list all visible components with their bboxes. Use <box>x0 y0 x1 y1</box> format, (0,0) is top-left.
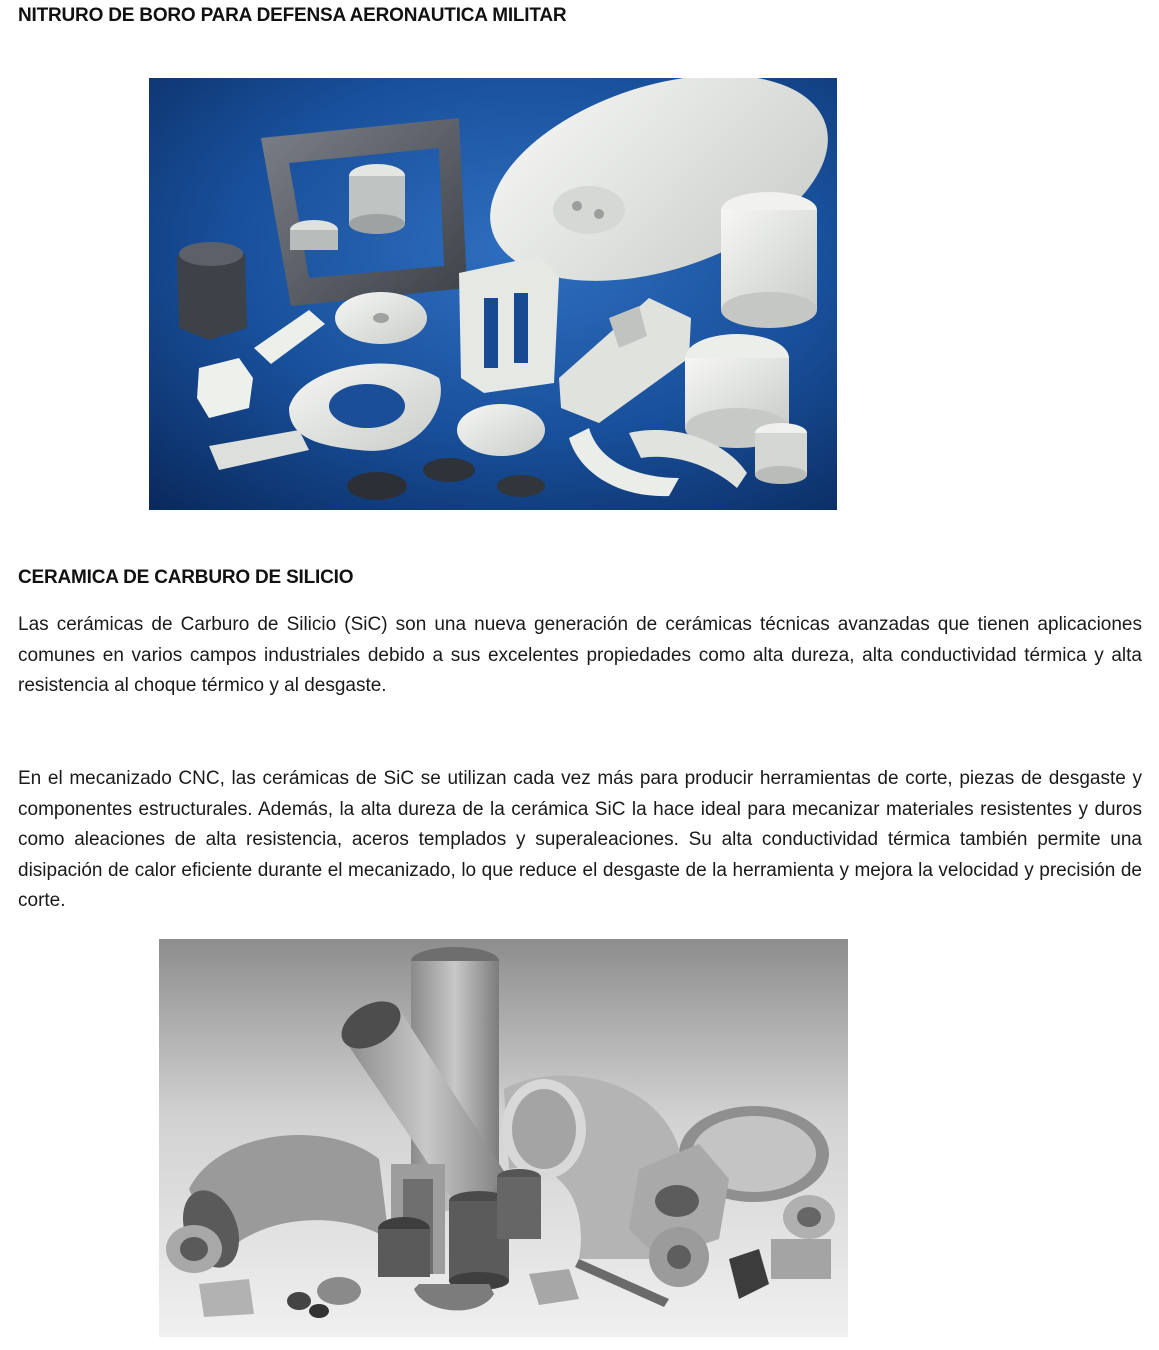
sic-cnc-paragraph: En el mecanizado CNC, las cerámicas de SiC se utilizan cada vez más para producir herramientas de corte, piezas de desgaste y componentes estructurales. Además, la alta dureza de la cerámica SiC la hace ideal para mecanizar materiales resistentes y duros como aleaciones de alta resistencia, aceros templados y superaleaciones. Su alta conductividad térmica también permite una disipación de calor eficiente durante el mecanizado, lo que reduce el desgaste de la herramienta y mejora la velocidad y precisión de corte. <box>18 768 1142 911</box>
boron-nitride-parts-illustration <box>149 78 837 510</box>
boron-nitride-parts-photo <box>149 78 837 510</box>
section-title-boron-nitride: NITRURO DE BORO PARA DEFENSA AERONAUTICA MILITAR <box>18 5 567 26</box>
sic-intro-paragraph: Las cerámicas de Carburo de Silicio (SiC) son una nueva generación de cerámicas técnicas avanzadas que tienen aplicaciones comunes en varios campos industriales debido a sus excelentes propiedades como alta dureza, alta conductividad térmica y alta resistencia al choque térmico y al desgaste. <box>18 614 1142 696</box>
section-title-silicon-carbide: CERAMICA DE CARBURO DE SILICIO <box>18 567 354 588</box>
silicon-carbide-parts-photo <box>159 939 848 1337</box>
silicon-carbide-parts-illustration <box>159 939 848 1337</box>
